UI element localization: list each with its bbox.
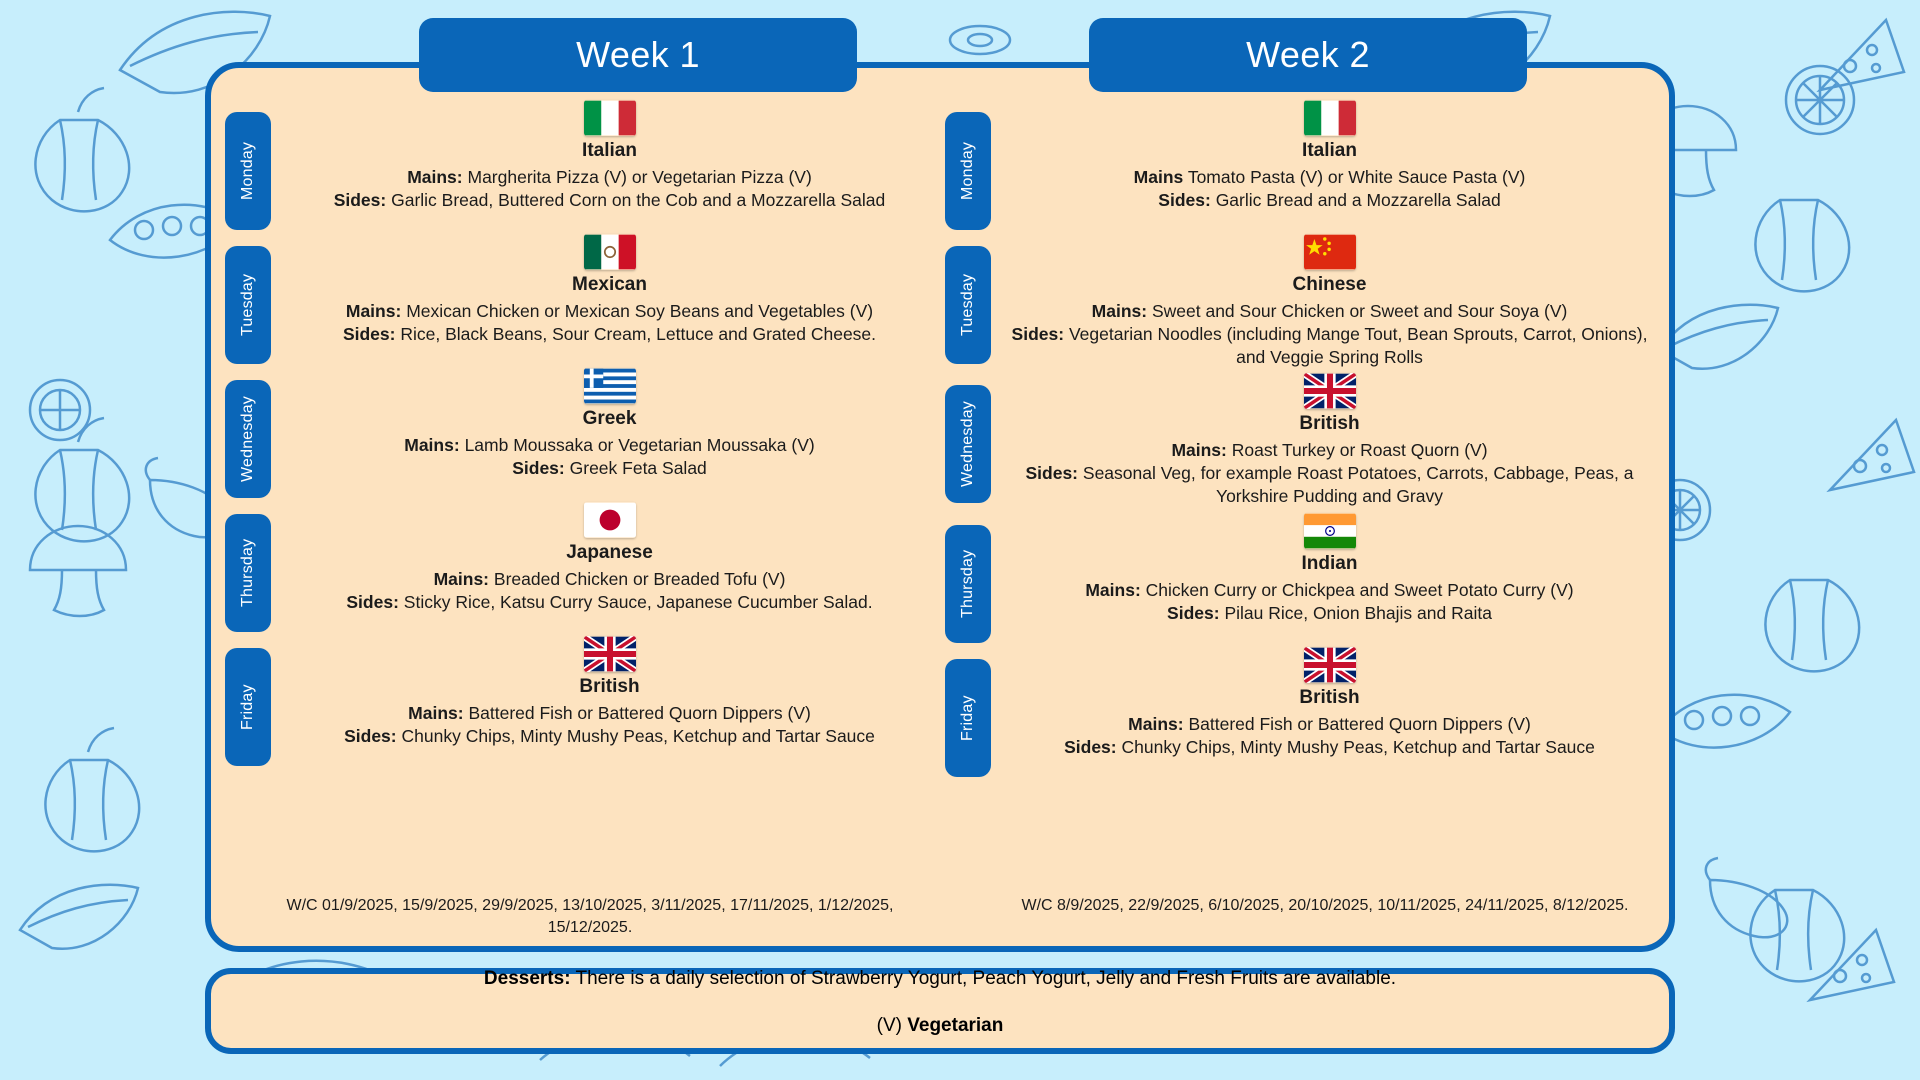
mains-label: Mains:: [1091, 301, 1148, 321]
week-1-header: Week 1: [419, 18, 857, 92]
sides-text: Rice, Black Beans, Sour Cream, Lettuce and Grated Cheese.: [400, 324, 877, 345]
sides-line: [1011, 189, 1648, 212]
sides-label: Sides:: [346, 592, 399, 613]
mains-label: Mains:: [407, 167, 463, 187]
italy-flag-icon: [1304, 100, 1356, 136]
day-row: [945, 513, 1660, 643]
india-flag-icon: [1304, 513, 1356, 549]
day-tab-monday: Monday: [945, 112, 991, 230]
sides-text: Chunky Chips, Minty Mushy Peas, Ketchup and Tartar Sauce: [1121, 736, 1595, 757]
day-tab-monday: Monday: [225, 112, 271, 230]
mains-line: [1011, 579, 1648, 602]
day-body: [271, 636, 940, 748]
cuisine-name: Mexican: [572, 274, 647, 295]
sides-label: Sides:: [1167, 602, 1220, 623]
day-tab-thursday: Thursday: [945, 525, 991, 643]
sides-text: Seasonal Veg, for example Roast Potatoes, Carrots, Cabbage, Peas, a Yorkshire Pudding and Gravy: [1082, 463, 1634, 507]
day-tab-friday: Friday: [225, 648, 271, 766]
day-tab-tuesday: Tuesday: [945, 246, 991, 364]
mexico-flag-icon: [584, 234, 636, 270]
day-row: [945, 100, 1660, 230]
mains-text: Tomato Pasta (V) or White Sauce Pasta (V): [1187, 167, 1526, 187]
day-tab-thursday: Thursday: [225, 514, 271, 632]
day-body: [271, 234, 940, 346]
japan-flag-icon: [584, 502, 636, 538]
mains-label: Mains:: [1085, 579, 1141, 600]
mains-label: Mains:: [1171, 440, 1227, 461]
day-body: [991, 100, 1660, 212]
desserts-text: There is a daily selection of Strawberry Yogurt, Peach Yogurt, Jelly and Fresh Fruits are available.: [575, 968, 1397, 990]
sides-text: Vegetarian Noodles (including Mange Tout, Bean Sprouts, Carrot, Onions), and Veggie Spring Rolls: [1068, 324, 1648, 368]
mains-line: [1011, 713, 1648, 736]
sides-line: [291, 323, 928, 346]
mains-text: Roast Turkey or Roast Quorn (V): [1231, 440, 1488, 461]
mains-label: Mains:: [404, 435, 460, 455]
day-row: [945, 373, 1660, 508]
day-body: [991, 234, 1660, 369]
week-2-commencing-dates: W/C 8/9/2025, 22/9/2025, 6/10/2025, 20/10/2025, 10/11/2025, 24/11/2025, 8/12/2025.: [1021, 897, 1629, 914]
mains-line: [291, 300, 928, 323]
sides-text: Chunky Chips, Minty Mushy Peas, Ketchup and Tartar Sauce: [401, 726, 875, 747]
day-body: [271, 100, 940, 212]
vegetarian-key: [877, 1015, 1004, 1037]
uk-flag-icon: [584, 636, 636, 672]
day-row: [225, 502, 940, 632]
mains-line: [291, 568, 928, 591]
sides-line: [291, 591, 928, 614]
sides-label: Sides:: [342, 324, 396, 345]
day-row: [945, 234, 1660, 369]
sides-line: [1011, 602, 1648, 625]
mains-text: Battered Fish or Battered Quorn Dippers (V): [468, 703, 811, 723]
mains-line: [291, 166, 928, 189]
sides-text: Pilau Rice, Onion Bhajis and Raita: [1224, 602, 1492, 623]
mains-line: [291, 702, 928, 725]
mains-label: Mains: [1133, 167, 1184, 187]
sides-line: [291, 189, 928, 212]
china-flag-icon: [1304, 234, 1356, 270]
mains-text: Margherita Pizza (V) or Vegetarian Pizza (V): [467, 167, 812, 187]
vegetarian-symbol: (V): [876, 1014, 902, 1036]
day-tab-wednesday: Wednesday: [225, 380, 271, 498]
sides-line: [1011, 736, 1648, 759]
cuisine-name: Indian: [1301, 552, 1358, 574]
mains-text: Mexican Chicken or Mexican Soy Beans and Vegetables (V): [406, 301, 874, 321]
mains-text: Breaded Chicken or Breaded Tofu (V): [493, 569, 786, 589]
day-body: [991, 647, 1660, 759]
mains-label: Mains:: [433, 569, 490, 589]
sides-text: Garlic Bread and a Mozzarella Salad: [1215, 190, 1501, 211]
week-1-commencing-dates: W/C 01/9/2025, 15/9/2025, 29/9/2025, 13/10/2025, 3/11/2025, 17/11/2025, 1/12/2025, 15/12/2025.: [286, 897, 894, 937]
day-row: [225, 636, 940, 766]
day-row: [945, 647, 1660, 777]
uk-flag-icon: [1304, 647, 1356, 683]
mains-line: [1011, 439, 1648, 462]
sides-label: Sides:: [333, 190, 387, 211]
desserts-line: [484, 966, 1396, 991]
sides-text: Garlic Bread, Buttered Corn on the Cob and a Mozzarella Salad: [391, 190, 886, 211]
sides-label: Sides:: [1011, 324, 1065, 345]
cuisine-name: British: [1299, 413, 1360, 435]
day-body: [991, 513, 1660, 625]
sides-label: Sides:: [344, 726, 397, 747]
uk-flag-icon: [1304, 373, 1356, 409]
cuisine-name: British: [1299, 686, 1360, 708]
day-row: [225, 368, 940, 498]
day-row: [225, 234, 940, 364]
italy-flag-icon: [584, 100, 636, 136]
cuisine-name: Greek: [582, 408, 637, 429]
mains-label: Mains:: [408, 703, 464, 723]
sides-label: Sides:: [1158, 190, 1211, 211]
mains-line: [291, 434, 928, 457]
sides-label: Sides:: [1064, 736, 1117, 757]
cuisine-name: Japanese: [566, 542, 653, 563]
mains-label: Mains:: [1128, 713, 1184, 734]
greece-flag-icon: [584, 368, 636, 404]
mains-text: Lamb Moussaka or Vegetarian Moussaka (V): [464, 435, 815, 455]
day-tab-tuesday: Tuesday: [225, 246, 271, 364]
week-2-column: [945, 100, 1660, 781]
day-body: [991, 373, 1660, 508]
mains-text: Chicken Curry or Chickpea and Sweet Potato Curry (V): [1145, 579, 1574, 600]
mains-line: [1011, 166, 1648, 189]
sides-label: Sides:: [1025, 463, 1079, 484]
day-row: [225, 100, 940, 230]
week-1-column: [225, 100, 940, 770]
sides-text: Greek Feta Salad: [569, 458, 707, 479]
cuisine-name: Italian: [582, 140, 637, 161]
vegetarian-label: Vegetarian: [907, 1014, 1004, 1036]
sides-line: [1011, 323, 1648, 369]
sides-line: [291, 725, 928, 748]
cuisine-name: British: [579, 676, 640, 697]
day-tab-friday: Friday: [945, 659, 991, 777]
mains-text: Battered Fish or Battered Quorn Dippers (V): [1188, 713, 1531, 734]
sides-line: [1011, 462, 1648, 508]
sides-label: Sides:: [512, 458, 565, 479]
mains-line: [1011, 300, 1648, 323]
cuisine-name: Chinese: [1292, 274, 1367, 295]
sides-text: Sticky Rice, Katsu Curry Sauce, Japanese Cucumber Salad.: [403, 592, 873, 613]
week-2-header: Week 2: [1089, 18, 1527, 92]
cuisine-name: Italian: [1302, 140, 1357, 161]
desserts-label: Desserts:: [483, 968, 571, 990]
mains-text: Sweet and Sour Chicken or Sweet and Sour Soya (V): [1151, 301, 1568, 321]
sides-line: [291, 457, 928, 480]
footer-panel: [205, 968, 1675, 1054]
mains-label: Mains:: [345, 301, 402, 321]
day-tab-wednesday: Wednesday: [945, 385, 991, 503]
day-body: [271, 368, 940, 480]
day-body: [271, 502, 940, 614]
